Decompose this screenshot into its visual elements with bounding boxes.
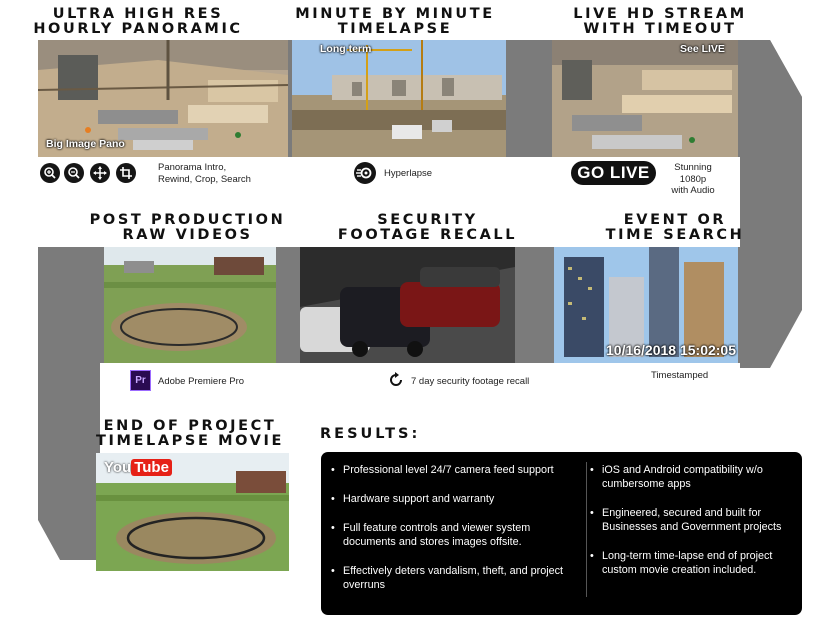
livestream-heading-line-1: LIVE HD STREAM (573, 6, 747, 22)
livestream-overlay-label: See LIVE (680, 43, 725, 55)
event-photo[interactable] (554, 247, 738, 363)
timelapse-heading-line-2: TIMELAPSE (337, 21, 453, 37)
go-live-button[interactable]: GO LIVE (571, 161, 656, 185)
result-item: • Long-term time-lapse end of project custom movie creation included. (590, 549, 795, 577)
timestamp-overlay: 10/16/2018 15:02:05 (606, 342, 736, 358)
movie-photo[interactable] (96, 453, 289, 571)
premiere-pro-icon[interactable]: Pr (130, 370, 151, 391)
panoramic-heading-line-2: HOURLY PANORAMIC (33, 21, 243, 37)
security-photo[interactable] (300, 247, 515, 363)
result-item: • Hardware support and warranty (331, 492, 577, 506)
premiere-caption: Adobe Premiere Pro (158, 376, 245, 387)
movie-heading-line-1: END OF PROJECT (103, 418, 277, 434)
post-production-heading-line-2: RAW VIDEOS (122, 227, 253, 243)
timelapse-heading-line-1: MINUTE BY MINUTE (295, 6, 495, 22)
movie-heading-line-2: TIMELAPSE MOVIE (96, 433, 284, 449)
zoom-in-icon[interactable] (40, 163, 60, 183)
recall-icon[interactable] (386, 370, 406, 390)
move-icon[interactable] (90, 163, 110, 183)
security-heading (320, 213, 535, 243)
results-list-left (331, 463, 577, 607)
panoramic-overlay-label: Big Image Pano (46, 138, 125, 150)
movie-heading (90, 419, 290, 449)
timelapse-overlay-label: Long term (320, 43, 372, 55)
panoramic-photo[interactable] (38, 40, 288, 157)
livestream-photo[interactable] (552, 40, 738, 157)
event-heading-line-2: TIME SEARCH (605, 227, 745, 243)
panoramic-caption-line-2: Rewind, Crop, Search (158, 173, 251, 185)
post-production-heading-line-1: POST PRODUCTION (89, 212, 286, 228)
result-item: • Professional level 24/7 camera feed support (331, 463, 577, 477)
livestream-heading-line-2: WITH TIMEOUT (583, 21, 737, 37)
zoom-out-icon[interactable] (64, 163, 84, 183)
timestamped-caption: Timestamped (651, 370, 709, 381)
panoramic-caption (158, 162, 251, 185)
results-list-right (590, 463, 795, 592)
post-production-heading (80, 213, 295, 243)
panoramic-caption-line-1: Panorama Intro, (158, 162, 227, 173)
livestream-caption-line-2: with Audio (671, 185, 715, 196)
event-heading (575, 213, 775, 243)
livestream-caption-line-1: Stunning 1080p (674, 162, 712, 185)
recall-caption: 7 day security footage recall (411, 376, 530, 387)
security-heading-line-2: FOOTAGE RECALL (337, 227, 518, 243)
post-production-photo[interactable] (104, 247, 276, 363)
youtube-logo: You Tube (104, 459, 172, 476)
results-divider (586, 462, 587, 597)
timelapse-heading (290, 7, 500, 37)
results-heading: RESULTS: (320, 426, 421, 442)
livestream-caption (661, 162, 725, 197)
livestream-heading (555, 7, 765, 37)
hyperlapse-caption: Hyperlapse (384, 168, 433, 179)
result-item: • Engineered, secured and built for Businesses and Government projects (590, 506, 795, 534)
timelapse-photo[interactable] (292, 40, 506, 157)
event-heading-line-1: EVENT OR (623, 212, 727, 228)
panoramic-heading (28, 7, 248, 37)
panoramic-heading-line-1: ULTRA HIGH RES (52, 6, 224, 22)
result-item: • iOS and Android compatibility w/o cumbersome apps (590, 463, 795, 491)
security-heading-line-1: SECURITY (377, 212, 478, 228)
hyperlapse-icon[interactable] (354, 162, 376, 184)
result-item: • Full feature controls and viewer system documents and stores images offsite. (331, 521, 577, 549)
crop-icon[interactable] (116, 163, 136, 183)
result-item: • Effectively deters vandalism, theft, and project overruns (331, 564, 577, 592)
